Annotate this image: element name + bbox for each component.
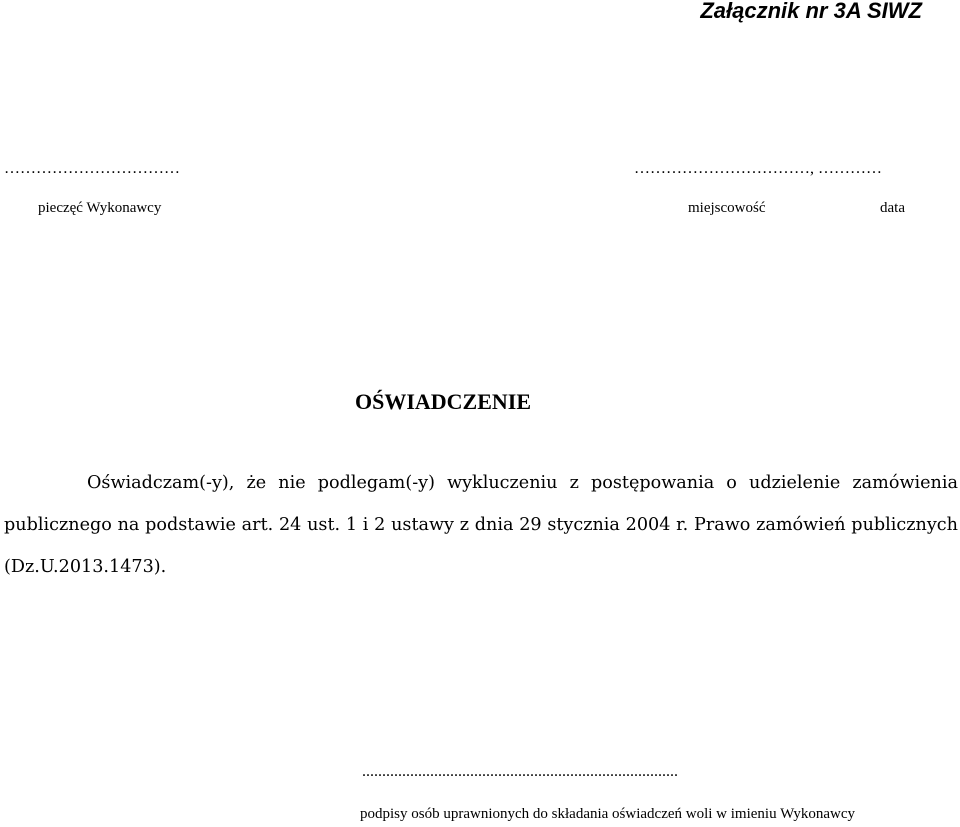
stamp-dotted-line: …………………………… — [4, 160, 180, 177]
signature-label: podpisy osób uprawnionych do składania oświadczeń woli w imieniu Wykonawcy — [360, 806, 855, 822]
signature-dotted-line: ............................................................................... — [362, 763, 678, 780]
place-label: miejscowość — [688, 200, 766, 216]
place-date-dotted-line: ……………………………, ………… — [634, 160, 882, 177]
declaration-text: Oświadczam(-y), że nie podlegam(-y) wykluczeniu z postępowania o udzielenie zamówienia publicznego na podstawie art. 24 ust. 1 i 2 ustawy z dnia 29 stycznia 2004 r. Prawo zamówień publicznych (Dz.U.2013.1473). — [4, 473, 958, 577]
stamp-label: pieczęć Wykonawcy — [38, 200, 162, 216]
document-heading: OŚWIADCZENIE — [354, 389, 532, 414]
attachment-title: Załącznik nr 3A SIWZ — [700, 0, 922, 23]
date-label: data — [880, 200, 905, 216]
